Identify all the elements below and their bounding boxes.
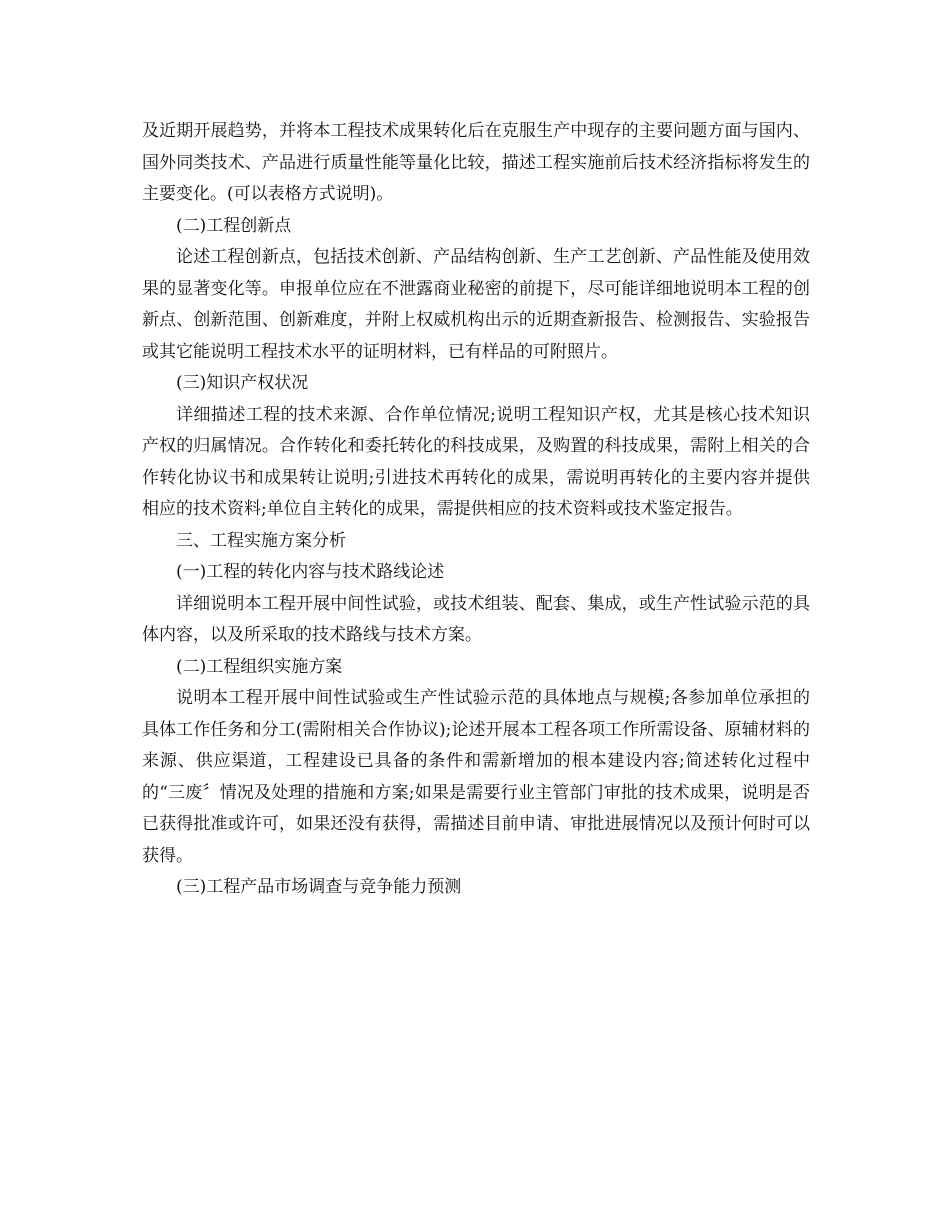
document-body (142, 116, 810, 904)
paragraph-innovation-points: 论述工程创新点，包括技术创新、产品结构创新、生产工艺创新、产品性能及使用效果的显著变化等。申报单位应在不泄露商业秘密的前提下，尽可能详细地说明本工程的创新点、创新范围、创新难度，并附上权威机构出示的近期查新报告、检测报告、实验报告或其它能说明工程技术水平的证明材料，已有样品的可附照片。 (142, 247, 810, 362)
paragraph-intellectual-property: 详细描述工程的技术来源、合作单位情况;说明工程知识产权，尤其是核心技术知识产权的归属情况。合作转化和委托转化的科技成果，及购置的科技成果，需附上相关的合作转化协议书和成果转让说明;引进技术再转化的成果，需说明再转化的主要内容并提供相应的技术资料;单位自主转化的成果，需提供相应的技术资料或技术鉴定报告。 (142, 404, 810, 519)
heading-innovation-points: (二)工程创新点 (176, 215, 292, 236)
heading-organization-plan: (二)工程组织实施方案 (176, 656, 343, 677)
heading-market-survey: (三)工程产品市场调查与竞争能力预测 (176, 877, 462, 897)
paragraph-technical-route: 详细说明本工程开展中间性试验，或技术组装、配套、集成，或生产性试验示范的具体内容，以及所采取的技术路线与技术方案。 (142, 593, 810, 645)
heading-intellectual-property: (三)知识产权状况 (176, 373, 309, 393)
heading-technical-route: (一)工程的转化内容与技术路线论述 (176, 562, 445, 582)
paragraph-trend-comparison: 及近期开展趋势，并将本工程技术成果转化后在克服生产中现存的主要问题方面与国内、国外同类技术、产品进行质量性能等量化比较，描述工程实施前后技术经济指标将发生的主要变化。(可以表格方式说明)。 (142, 121, 810, 204)
heading-implementation-analysis: 三、工程实施方案分析 (176, 530, 346, 551)
paragraph-organization-plan: 说明本工程开展中间性试验或生产性试验示范的具体地点与规模;各参加单位承担的具体工作任务和分工(需附相关合作协议);论述开展本工程各项工作所需设备、原辅材料的来源、供应渠道，工程建设已具备的条件和需新增加的根本建设内容;简述转化过程中的“三废〞情况及处理的措施和方案;如果是需要行业主管部门审批的技术成果，说明是否已获得批准或许可，如果还没有获得，需描述目前申请、审批进展情况以及预计何时可以获得。 (142, 688, 810, 866)
